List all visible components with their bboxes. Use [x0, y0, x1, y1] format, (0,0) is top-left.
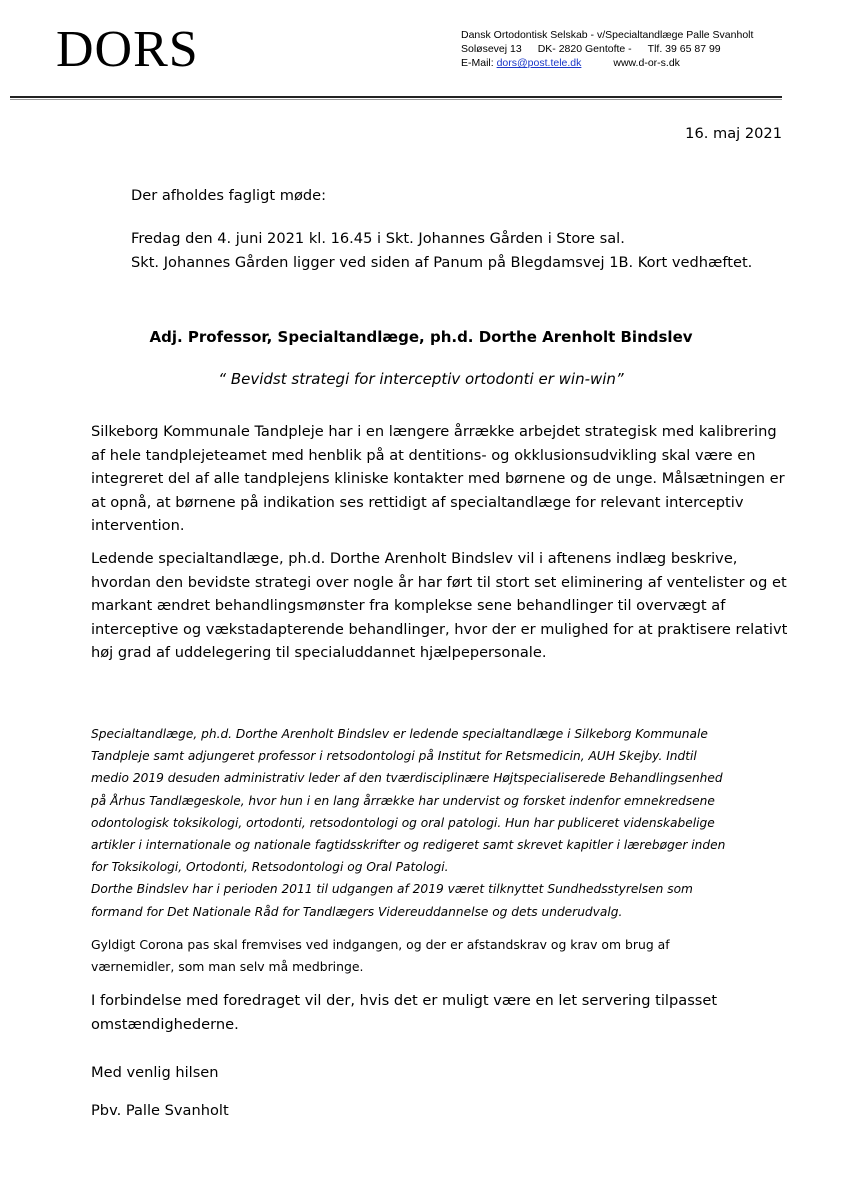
meeting-details [131, 227, 752, 274]
header-divider-shadow [10, 99, 782, 100]
org-logo: DORS [56, 21, 199, 78]
email-link[interactable]: dors@post.tele.dk [496, 57, 582, 69]
paragraph-line: intervention. [91, 517, 185, 534]
meeting-location-note: Skt. Johannes Gården ligger ved siden af Panum på Blegdamsvej 1B. Kort vedhæftet. [131, 253, 753, 271]
org-city: DK- 2820 Gentofte - [537, 43, 632, 55]
bio-line: odontologisk toksikologi, ortodonti, retsodontologi og oral patologi. Hun har publiceret videnskabelige [91, 815, 715, 830]
org-street: Soløsevej 13 [461, 43, 522, 55]
speaker-heading: Adj. Professor, Specialtandlæge, ph.d. Dorthe Arenholt Bindslev [149, 328, 693, 346]
paragraph-line: omstændighederne. [91, 1015, 239, 1033]
corona-note [91, 934, 670, 978]
header-divider [10, 96, 782, 98]
catering-paragraph [91, 989, 771, 1036]
org-phone: Tlf. 39 65 87 99 [647, 43, 721, 55]
signature-line: Pbv. Palle Svanholt [91, 1102, 229, 1119]
paragraph-line: Ledende specialtandlæge, ph.d. Dorthe Arenholt Bindslev vil i aftenens indlæg beskrive, [91, 550, 738, 567]
bio-line: formand for Det Nationale Råd for Tandlægers Videreuddannelse og dets underudvalg. [91, 904, 623, 919]
bio-line: Specialtandlæge, ph.d. Dorthe Arenholt Bindslev er ledende specialtandlæge i Silkeborg Kommunale [91, 727, 708, 741]
paragraph-line: af hele tandplejeteamet med henblik på at dentitions- og okklusionsudvikling skal være en [91, 446, 756, 464]
paragraph-line: at opnå, at børnene på indikation ses rettidigt af specialtandlæge for relevant interceptiv [91, 493, 744, 511]
description-paragraph-2 [91, 547, 788, 665]
bio-line: artikler i internationale og nationale fagtidsskrifter og redigeret samt skrevet kapitler i lærebøger inden [91, 838, 726, 853]
note-line: Gyldigt Corona pas skal fremvises ved indgangen, og der er afstandskrav og krav om brug af [91, 937, 670, 952]
paragraph-line: integreret del af alle tandplejens kliniske kontakter med børnene og de unge. Målsætningen er [91, 470, 785, 487]
website-text: www.d-or-s.dk [613, 57, 680, 69]
paragraph-line: markant ændret behandlingsmønster fra komplekse sene behandlinger til overvægt af [91, 597, 726, 614]
speaker-bio [91, 723, 725, 923]
talk-title: “ Bevidst strategi for interceptiv ortodonti er win-win” [218, 370, 624, 388]
paragraph-line: Silkeborg Kommunale Tandpleje har i en længere årrække arbejdet strategisk med kalibrering [91, 423, 777, 440]
bio-line: Tandpleje samt adjungeret professor i retsodontologi på Institut for Retsmedicin, AUH Skejby. Indtil [91, 749, 697, 764]
paragraph-line: høj grad af uddelegering til specialuddannet hjælpepersonale. [91, 644, 547, 661]
meeting-time-place: Fredag den 4. juni 2021 kl. 16.45 i Skt. Johannes Gården i Store sal. [131, 230, 625, 247]
bio-line: medio 2019 desuden administrativ leder af den tværdisciplinære Højtspecialiserede Behandlingsenhed [91, 771, 723, 786]
org-contact-line [461, 56, 680, 70]
meeting-intro: Der afholdes fagligt møde: [131, 187, 327, 204]
paragraph-line: interceptive og vækstadapterende behandlinger, hvor der er mulighed for at praktisere relativt [91, 620, 788, 638]
org-name-line: Dansk Ortodontisk Selskab - v/Specialtandlæge Palle Svanholt [461, 29, 754, 41]
closing-greeting: Med venlig hilsen [91, 1064, 219, 1081]
paragraph-line: I forbindelse med foredraget vil der, hvis det er muligt være en let servering tilpasset [91, 992, 718, 1009]
note-line: værnemidler, som man selv må medbringe. [91, 959, 364, 974]
letter-date: 16. maj 2021 [685, 125, 782, 142]
paragraph-line: hvordan den bevidste strategi over nogle år har ført til stort set eliminering af ventelister og et [91, 573, 787, 591]
bio-line: for Toksikologi, Ortodonti, Retsodontologi og Oral Patologi. [91, 860, 449, 875]
bio-line: på Århus Tandlægeskole, hvor hun i en lang årrække har undervist og forsket indenfor emnekredsene [91, 793, 715, 808]
description-paragraph-1 [91, 420, 785, 538]
org-address-line [461, 42, 737, 56]
email-label: E-Mail: [461, 57, 494, 69]
bio-line: Dorthe Bindslev har i perioden 2011 til udgangen af 2019 været tilknyttet Sundhedsstyrelsen som [91, 882, 693, 897]
